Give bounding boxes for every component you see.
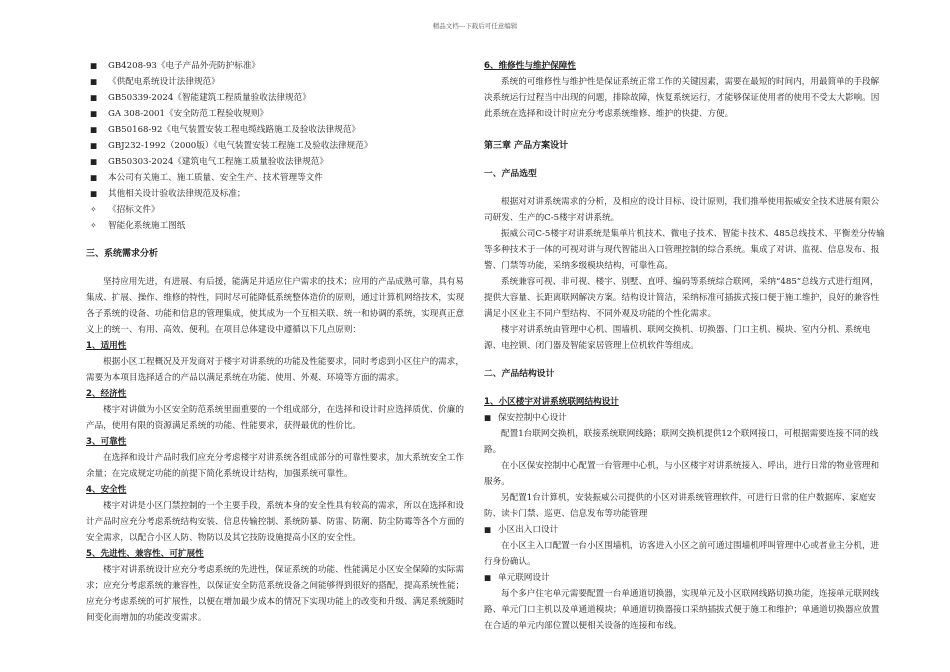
principle-heading: 4、安全性 — [86, 485, 127, 495]
paragraph: 楼宇对讲系统由管理中心机、围墙机、联网交换机、切换器、门口主机、模块、室内分机、系统电源、电控锁、闭门器及智能家居管理上位机软件等组成。 — [484, 325, 871, 351]
list-item: ■ GB50168-92《电气装置安装工程电缆线路施工及验收法律规范》 — [86, 122, 468, 138]
principle-heading: 3、可靠性 — [86, 437, 127, 447]
square-bullet-icon: ■ — [90, 93, 98, 102]
section-heading: 三、系统需求分析 — [86, 249, 159, 259]
paragraph: 另配置1台计算机，安装振威公司提供的小区对讲系统管理软件，可进行日常的住户数据库、家庭安防、读卡门禁、巡更、信息发布等功能管理 — [484, 493, 877, 519]
paragraph: 根据小区工程概况及开发商对于楼宇对讲系统的功能及性能要求，同时考虑到小区住户的需求，需要为本项目选择适合的产品以满足系统在功能、使用、外观、环境等方面的需求。 — [86, 357, 464, 383]
paragraph: 振威公司C-5楼宇对讲系统是集单片机技术、微电子技术、智能卡技术、485总线技术、平衡差分传输等多种技术于一体的可视对讲与现代智能出入口管理控制的综合系统。集成了对讲、监视、信息发布、报警、门禁等功能，采纳多级模块结构，可靠性高。 — [484, 229, 885, 271]
list-item: ✧ 《招标文件》 — [86, 202, 468, 218]
principle-heading: 6、维修性与维护保障性 — [484, 61, 576, 71]
list-item: ■ 《供配电系统设计法律规范》 — [86, 74, 468, 90]
square-bullet-icon: ■ — [90, 189, 98, 198]
diamond-bullet-icon: ✧ — [90, 221, 97, 230]
paragraph: 配置1台联网交换机，联接系统联网线路；联网交换机提供12个联网接口，可根据需要连接不同的线路。 — [484, 429, 879, 455]
list-item: ■ 单元联网设计 — [484, 570, 886, 586]
principle-heading: 2、经济性 — [86, 389, 127, 399]
square-bullet-icon: ■ — [484, 573, 492, 582]
paragraph: 根据对对讲系统需求的分析，及相应的设计目标、设计原则，我们推举使用振威安全技术进展有限公司研发、生产的C-5楼宇对讲系统。 — [484, 197, 880, 223]
standards-list — [86, 58, 468, 234]
list-item: ■ GB50339-2024《智能建筑工程质量验收法律规范》 — [86, 90, 468, 106]
paragraph: 在小区主入口配置一台小区围墙机，访客进入小区之前可通过围墙机呼叫管理中心或者业主分机，进行身份确认。 — [484, 541, 880, 567]
list-item: ■ GA 308-2001《安全防范工程验收规则》 — [86, 106, 468, 122]
list-item: ■ GB50303-2024《建筑电气工程施工质量验收法律规范》 — [86, 154, 468, 170]
paragraph: 系统的可维修性与维护性是保证系统正常工作的关键因素，需要在最短的时间内，用最简单的手段解决系统运行过程当中出现的问题，排除故障，恢复系统运行，才能够保证使用者的使用不受太大影响。因此系统在选择和设计时应充分考虑系统维修、维护的快捷、方便。 — [484, 77, 880, 119]
list-item: ✧ 智能化系统施工图纸 — [86, 218, 468, 234]
principle-heading: 1、适用性 — [86, 341, 127, 351]
square-bullet-icon: ■ — [90, 141, 98, 150]
section-heading: 一、产品选型 — [484, 169, 537, 179]
square-bullet-icon: ■ — [90, 109, 98, 118]
list-item: ■ 小区出入口设计 — [484, 522, 886, 538]
diamond-bullet-icon: ✧ — [90, 205, 97, 214]
paragraph: 楼宇对讲做为小区安全防范系统里面重要的一个组成部分，在选择和设计时应选择质优、价廉的产品，使用有限的资源满足系统的功能、性能要求，获得最优的性价比。 — [86, 405, 464, 431]
paragraph: 在选择和设计产品时我们应充分考虑楼宇对讲系统各组成部分的可靠性要求，加大系统安全工作余量；在完成规定功能的前提下简化系统设计结构，加强系统可靠性。 — [86, 453, 464, 479]
square-bullet-icon: ■ — [484, 525, 492, 534]
square-bullet-icon: ■ — [90, 173, 98, 182]
list-item: ■ 本公司有关施工、施工质量、安全生产、技术管理等文件 — [86, 170, 468, 186]
list-item: ■ GB4208-93《电子产品外壳防护标准》 — [86, 58, 468, 74]
section-heading: 二、产品结构设计 — [484, 369, 555, 379]
page-header: 精品文档---下载后可任意编辑 — [432, 22, 518, 30]
paragraph: 在小区保安控制中心配置一台管理中心机，与小区楼宇对讲系统接入、呼出，进行日常的物业管理和服务。 — [484, 461, 880, 487]
right-column — [484, 58, 886, 634]
paragraph: 楼宇对讲是小区门禁控制的一个主要手段，系统本身的安全性具有较高的需求，所以在选择和设计产品时应充分考虑系统结构安装、信息传输控制、系统防暴、防雷、防潮、防尘防霉等各个方面的安全需求，以配合小区人防、物防以及其它技防设施提高小区的安全性。 — [86, 501, 465, 543]
paragraph: 每个多户住宅单元需要配置一台单通道切换器，实现单元及小区联网线路切换功能，连接单元联网线路、单元门口主机以及单通道模块；单通道切换器接口采纳插拔式便于施工和维护；单通道切换器应放置在合适的单元内部位置以便相关设备的连接和布线。 — [484, 589, 880, 631]
square-bullet-icon: ■ — [90, 125, 98, 134]
paragraph: 楼宇对讲系统设计应充分考虑系统的先进性，保证系统的功能、性能满足小区安全保障的实际需求；应充分考虑系统的兼容性，以保证安全防范系统设备之间能够得到很好的搭配，提高系统性能；应充分考虑系统的可扩展性，以便在增加最少成本的情况下实现功能上的改变和升级、满足系统随时间变化而增加的功能改变需求。 — [86, 565, 465, 623]
principle-heading: 5、先进性、兼容性、可扩展性 — [86, 549, 204, 559]
square-bullet-icon: ■ — [90, 157, 98, 166]
paragraph: 系统兼容可视、非可视、楼宇、别墅、直呼、编码等系统综合联网，采纳“485”总线方式进行组网，提供大容量、长距离联网解决方案。结构设计简洁，采纳标准可插拔式接口便于施工维护，良好的兼容性满足小区业主不同户型结构、不同外观及功能的个性化需求。 — [484, 277, 880, 319]
square-bullet-icon: ■ — [90, 77, 98, 86]
list-item: ■ GBJ232-1992（2000版）《电气装置安装工程施工及验收法律规范》 — [86, 138, 468, 154]
list-item: ■ 其他相关设计验收法律规范及标准； — [86, 186, 468, 202]
list-item: ■ 保安控制中心设计 — [484, 410, 886, 426]
left-column — [86, 58, 468, 626]
chapter-heading: 第三章 产品方案设计 — [484, 141, 569, 151]
square-bullet-icon: ■ — [484, 413, 492, 422]
square-bullet-icon: ■ — [90, 61, 98, 70]
subsection-heading: 1、小区楼宇对讲系统联网结构设计 — [484, 397, 619, 407]
paragraph: 坚持应用先进，有进展、有后援，能满足并适应住户需求的技术；应用的产品成熟可靠，具有易集成、扩展、操作、维修的特性，同时尽可能降低系统整体造价的原则，通过计算机网络技术，实现各子系统的设备、功能和信息的管理集成，使其成为一个互相关联、统一和协调的系统，实现真正意义上的统一、有用、高效、便利。在项目总体建设中遵循以下几点原则： — [86, 277, 465, 335]
